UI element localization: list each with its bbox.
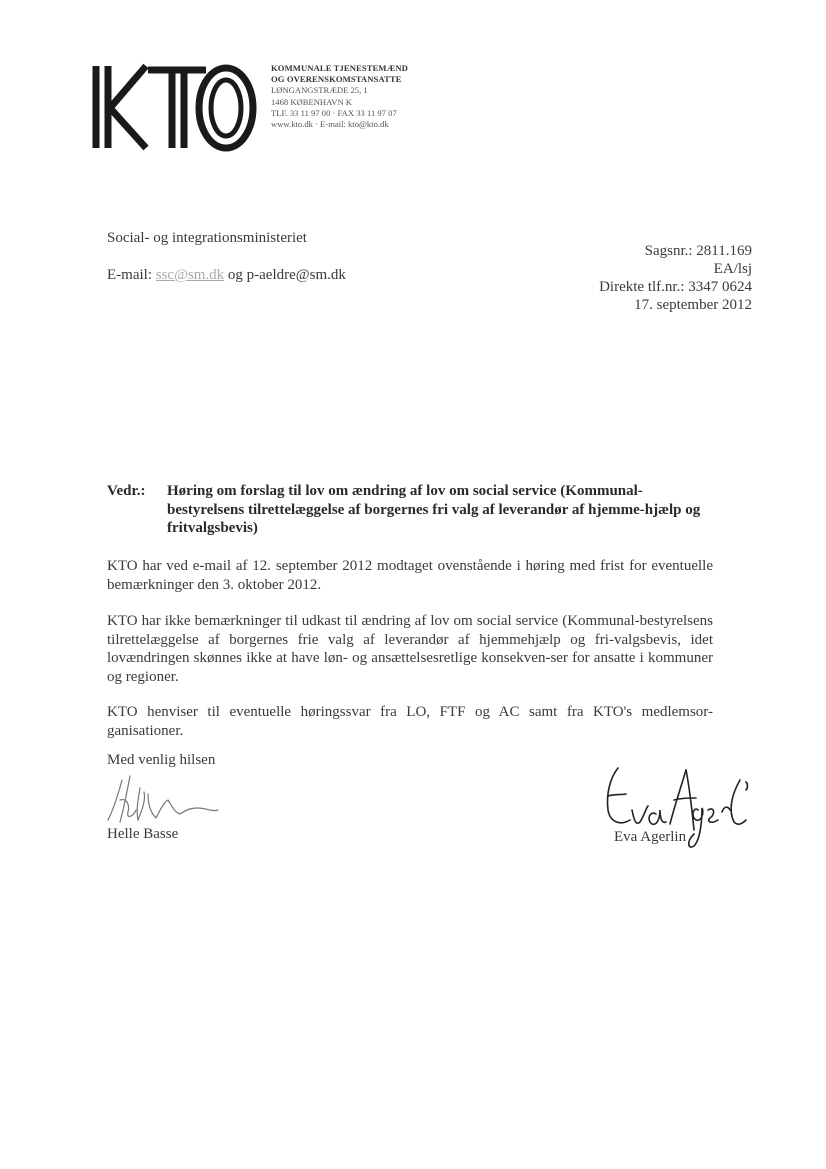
direct-phone: Direkte tlf.nr.: 3347 0624 (599, 279, 752, 295)
signatory-right-name: Eva Agerlin (614, 829, 687, 845)
email-link-1[interactable]: ssc@sm.dk (155, 267, 225, 283)
email-join: og (227, 267, 243, 283)
letter-date: 17. september 2012 (634, 297, 752, 313)
initials: EA/lsj (713, 261, 752, 277)
closing-greeting: Med venlig hilsen (107, 752, 216, 768)
reference-block (599, 242, 752, 314)
sender-info (271, 63, 511, 130)
subject-text: Høring om forslag til lov om ændring af lov om social service (Kommunal-bestyrelsens tilrettelæggelse af borgernes fri valg af leverandør af hjemme-hjælp og fritvalgsbevis) (167, 483, 701, 536)
body-paragraph-3: KTO henviser til eventuelle høringssvar fra LO, FTF og AC samt fra KTO's medlemsor-ganisationer. (107, 704, 713, 739)
org-phone-fax: TLF. 33 11 97 00 · FAX 33 11 97 07 (271, 107, 397, 118)
org-city: 1468 KØBENHAVN K (271, 96, 353, 107)
recipient-name: Social- og integrationsministeriet (107, 230, 307, 246)
case-number: Sagsnr.: 2811.169 (644, 243, 752, 259)
body-paragraph-1: KTO har ved e-mail af 12. september 2012 modtaget ovenstående i høring med frist for eventuelle bemærkninger den 3. oktober 2012. (107, 558, 713, 593)
org-web-email: www.kto.dk · E-mail: kto@kto.dk (271, 119, 389, 130)
email-label: E-mail: (107, 267, 152, 283)
body-paragraph-2: KTO har ikke bemærkninger til udkast til ændring af lov om social service (Kommunal-bestyrelsens tilrettelæggelse af borgernes frie valg af leverandør af hjemmehjælp og fri-valgsbevis, idet lovændringen skønnes ikke at have løn- og ansættelsesretlige konsekven-ser for ansatte i kommuner og regioner. (107, 613, 713, 685)
subject-label: Vedr.: (107, 483, 146, 499)
subject-block (107, 482, 717, 538)
kto-logo (88, 60, 260, 154)
signature-helle-basse (100, 770, 230, 830)
org-name-line1: KOMMUNALE TJENESTEMÆND (271, 63, 408, 73)
recipient-email-line (107, 267, 346, 284)
org-address: LØNGANGSTRÆDE 25, 1 (271, 85, 368, 96)
signatory-left-name: Helle Basse (107, 826, 179, 842)
email-link-2[interactable]: p-aeldre@sm.dk (246, 267, 346, 283)
org-name-line2: OG OVERENSKOMSTANSATTE (271, 74, 402, 85)
